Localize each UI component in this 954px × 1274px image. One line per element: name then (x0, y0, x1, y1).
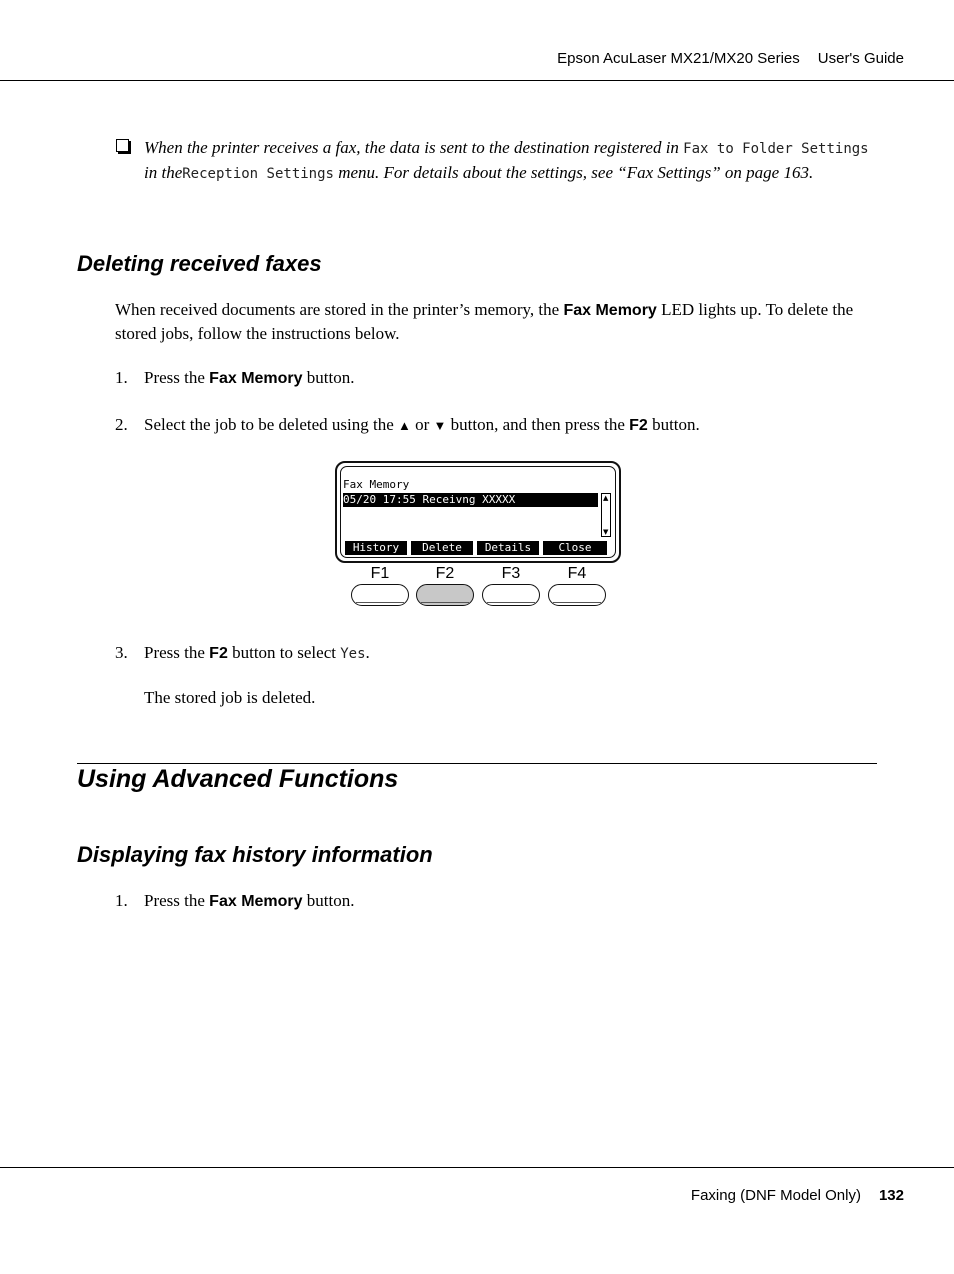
lcd-panel (335, 461, 621, 563)
step-text: Select the job to be deleted using the (144, 415, 394, 434)
step-text: . (365, 643, 370, 662)
f2-button[interactable] (416, 584, 474, 606)
f1-button[interactable] (351, 584, 409, 606)
step-3 (115, 641, 885, 666)
f4-button[interactable] (548, 584, 606, 606)
softkey-history[interactable]: History (345, 541, 407, 555)
step-bold: F2 (629, 417, 648, 434)
header-rule (0, 80, 954, 81)
step-3-result: The stored job is deleted. (144, 688, 316, 707)
note (116, 136, 886, 186)
footer-rule (0, 1167, 954, 1168)
page-footer (691, 1187, 904, 1204)
step-number: 2. (115, 415, 128, 434)
history-step-1 (115, 889, 885, 913)
step-bold: F2 (209, 645, 228, 662)
note-code-1: Fax to Folder Settings (683, 141, 869, 157)
f3-label: F3 (501, 565, 521, 582)
down-arrow-icon: ▼ (433, 418, 447, 433)
lcd-title: Fax Memory (343, 478, 410, 491)
step-bold: Fax Memory (209, 893, 303, 910)
step-text: button to select (232, 643, 336, 662)
f2-label: F2 (435, 565, 455, 582)
softkey-close[interactable]: Close (543, 541, 607, 555)
heading-using-advanced-functions: Using Advanced Functions (77, 765, 399, 793)
step-text: Press the (144, 368, 205, 387)
note-code-2: Reception Settings (182, 166, 334, 182)
step-2 (115, 413, 885, 437)
scroll-down-icon: ▼ (603, 528, 609, 536)
step-text: button. (306, 368, 355, 387)
lcd-scrollbar[interactable] (601, 493, 611, 537)
step-code: Yes (340, 646, 366, 662)
lcd-screen (343, 471, 609, 554)
note-text-1: When the printer receives a fax, the data is sent to the destination registered in (144, 138, 679, 157)
f3-button[interactable] (482, 584, 540, 606)
page-number: 132 (878, 1187, 904, 1204)
heading-deleting-received-faxes: Deleting received faxes (77, 251, 322, 276)
note-checkbox-icon (116, 139, 129, 152)
intro-text-b: LED lights up. To delete the stored jobs, follow the instructions below. (115, 300, 854, 343)
step-1 (115, 366, 885, 390)
heading-displaying-fax-history: Displaying fax history information (77, 842, 433, 867)
f1-label: F1 (370, 565, 390, 582)
step-text: or (415, 415, 430, 434)
step-text: button, and then press the (450, 415, 625, 434)
f4-label: F4 (567, 565, 587, 582)
note-text-2: in the (144, 163, 183, 182)
step-number: 1. (115, 891, 128, 910)
step-number: 1. (115, 368, 128, 387)
softkey-delete[interactable]: Delete (411, 541, 473, 555)
note-text-3: menu. For details about the settings, see “Fax Settings” on page 163. (338, 163, 814, 182)
intro-text-a: When received documents are stored in the printer’s memory, the (115, 300, 560, 319)
page-header (557, 50, 904, 67)
scroll-up-icon: ▲ (603, 494, 609, 502)
softkey-details[interactable]: Details (477, 541, 539, 555)
footer-chapter: Faxing (DNF Model Only) (690, 1187, 861, 1204)
intro-paragraph (115, 298, 885, 345)
header-product: Epson AcuLaser MX21/MX20 Series (557, 50, 800, 67)
step-text: button. (306, 891, 355, 910)
intro-bold: Fax Memory (563, 302, 657, 319)
step-text: button. (652, 415, 700, 434)
header-guide: User's Guide (817, 50, 904, 67)
up-arrow-icon: ▲ (398, 418, 411, 433)
section-rule (77, 763, 877, 764)
step-bold: Fax Memory (209, 370, 303, 387)
step-number: 3. (115, 643, 128, 662)
step-text: Press the (144, 643, 205, 662)
lcd-selected-row[interactable]: 05/20 17:55 Receivng XXXXX (343, 493, 598, 507)
step-text: Press the (144, 891, 205, 910)
